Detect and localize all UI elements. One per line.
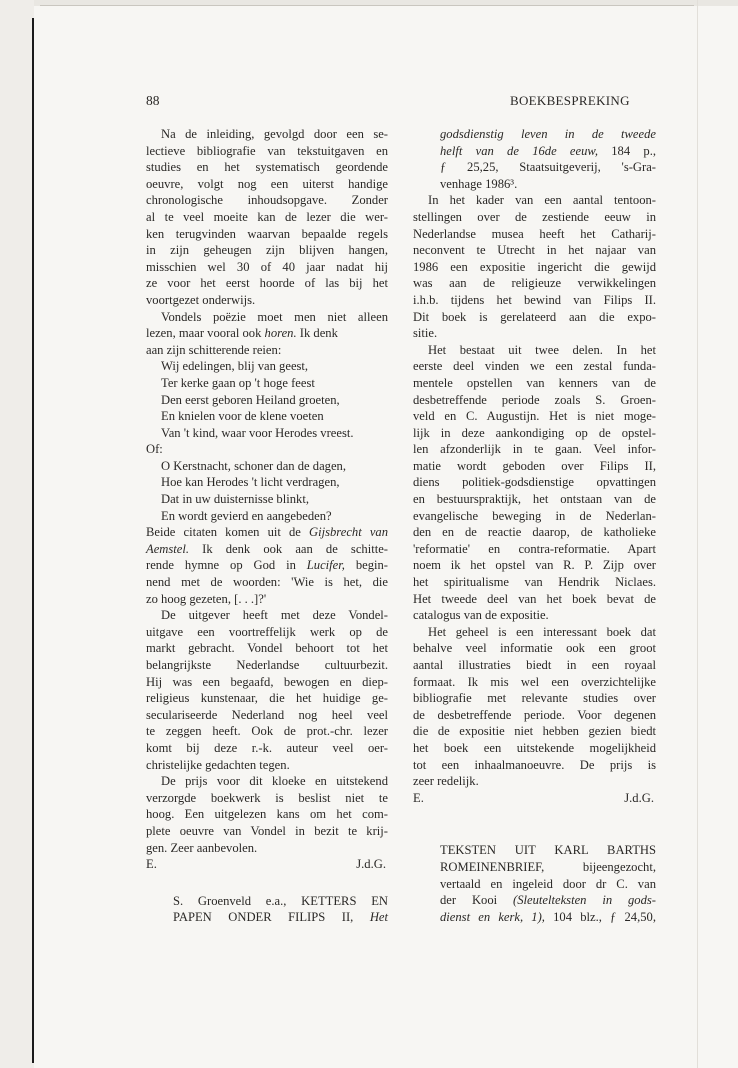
text-line: Of: xyxy=(146,442,163,457)
text-line: diens politiek-godsdienstige opvattingen xyxy=(413,475,656,490)
book-entry-line: ROMEINENBRIEF, bijeengezocht, xyxy=(440,859,656,874)
text-run: Beide citaten komen uit de xyxy=(146,525,309,540)
text-line: bibliografie met relevante studies over xyxy=(413,691,656,706)
text-line: zeer redelijk. xyxy=(413,774,479,789)
emphasis: dienst en kerk, 1), xyxy=(440,909,545,924)
text-line: den en de reactie daarop, de katholieke xyxy=(413,525,656,540)
spacer xyxy=(146,873,388,893)
signature-initial: E. xyxy=(413,790,424,805)
book-entry-line xyxy=(413,126,656,143)
text-line: die de expositie niet hebben gezien biedt xyxy=(413,724,656,739)
review-signature xyxy=(413,790,656,807)
emphasis: Lucifer, xyxy=(306,558,345,573)
text-line: 1986 een expositie ingericht die gewijd xyxy=(413,259,656,274)
emphasis: Aemstel. xyxy=(146,541,190,556)
emphasis: Gijsbrecht van xyxy=(309,525,389,540)
text-line: en bestuurspraktijk, het ontstaan van de xyxy=(413,492,656,507)
text-line: len afzonderlijk in te gaan. Veel infor- xyxy=(413,442,656,457)
text-line: de desbetreffende periode. Voor degenen xyxy=(413,707,656,722)
running-title: BOEKBESPREKING xyxy=(510,93,630,108)
book-entry-line: vertaald en ingeleid door dr C. van xyxy=(440,876,656,891)
verse-line: Van 't kind, waar voor Herodes vreest. xyxy=(161,425,354,440)
emphasis: godsdienstig leven in de tweede xyxy=(440,127,656,141)
text-line: lijk in deze aankondiging op de opstel- xyxy=(413,425,656,440)
text-run: lezen, maar vooral ook xyxy=(146,326,265,341)
text-line: neconvent te Utrecht in het najaar van xyxy=(413,243,656,258)
text-line: Hij was een begaafd, bewogen en diep- xyxy=(146,674,388,689)
verse-line: En knielen voor de klene voeten xyxy=(161,409,324,424)
text-line xyxy=(146,541,388,558)
text-line: uitgave een voortreffelijk werk op de xyxy=(146,624,388,639)
book-entry-line xyxy=(146,909,388,926)
verse-line: Dat in uw duisternisse blinkt, xyxy=(161,492,309,507)
text-line: Het tweede deel van het boek bevat de xyxy=(413,591,656,606)
text-line: noem ik het opstel van R. P. Zijp over xyxy=(413,558,656,573)
text-line: eerste deel vinden we een zestal funda- xyxy=(413,359,656,374)
text-line: 'reformatie' en contra-reformatie. Apart xyxy=(413,541,656,556)
text-run: Ik denk xyxy=(296,326,338,341)
text-line: oeuvre, volgt nog een uiterst handige xyxy=(146,176,388,191)
text-line: evangelische beweging in de Nederlan- xyxy=(413,508,656,523)
text-line xyxy=(146,557,388,574)
text-run: begin- xyxy=(344,558,388,573)
text-line: belangrijkste Nederlandse cultuurbezit. xyxy=(146,658,388,672)
text-line: formaat. Ik mis wel een overzichtelijke xyxy=(413,674,656,689)
text-line: in zijn geheugen zijn blijven hangen, xyxy=(146,243,388,258)
text-line: voortgezet onderwijs. xyxy=(146,292,256,307)
text-line: lectieve bibliografie van tekstuitgaven en xyxy=(146,143,388,158)
text-line: Vondels poëzie moet men niet alleen xyxy=(161,309,388,324)
text-line: sitie. xyxy=(413,326,438,341)
text-line: In het kader van een aantal tentoon- xyxy=(428,193,656,208)
book-entry-line xyxy=(413,143,656,160)
text-line: Het geheel is een interessant boek dat xyxy=(428,624,656,639)
verse-line: En wordt gevierd en aangebeden? xyxy=(161,508,332,523)
verse-line: O Kerstnacht, schoner dan de dagen, xyxy=(161,458,346,473)
text-line: catalogus van de expositie. xyxy=(413,608,549,623)
page-number: 88 xyxy=(146,93,160,108)
text-line: matie wordt geboden over Filips II, xyxy=(413,458,656,473)
text-run: rende hymne op God in xyxy=(146,558,307,573)
emphasis: helft van de 16de eeuw, xyxy=(440,143,599,158)
verse-line: Ter kerke gaan op 't hoge feest xyxy=(161,375,315,390)
text-line: i.h.b. tijdens het bewind van Filips II. xyxy=(413,292,656,307)
text-line: desbetreffende periode zoals S. Groen- xyxy=(413,392,656,407)
text-line: markt gebracht. Vondel behoort tot het xyxy=(146,641,388,656)
text-run: Ik denk ook aan de schitte- xyxy=(189,541,388,556)
text-line: tot een inhaalmanoeuvre. De prijs is xyxy=(413,757,656,772)
text-line xyxy=(146,325,388,342)
text-line: De uitgever heeft met deze Vondel- xyxy=(161,608,388,623)
spacer xyxy=(413,806,656,842)
text-line xyxy=(146,524,388,541)
text-line: ken terugvinden waarvan bepaalde regels xyxy=(146,226,388,241)
text-line: was aan de religieuze verwikkelingen xyxy=(413,276,656,291)
text-line: komt bij deze r.-k. auteur veel oer- xyxy=(146,740,388,755)
book-entry-line xyxy=(413,909,656,926)
text-line: christelijke gedachten tegen. xyxy=(146,757,290,772)
text-line: Dit boek is gerelateerd aan die expo- xyxy=(413,309,656,324)
text-line: te zeggen heeft. Ook de prot.-chr. lezer xyxy=(146,724,388,739)
text-line: misschien wel 30 of 40 jaar nadat hij xyxy=(146,259,388,274)
binding-line xyxy=(32,18,34,1063)
text-line: behalve veel informatie ook een groot xyxy=(413,641,656,656)
signature-author: J.d.G. xyxy=(624,790,654,805)
text-line: religieus kunstenaar, die het huidige ge- xyxy=(146,691,388,706)
verse-line: Hoe kan Herodes 't licht verdragen, xyxy=(161,475,340,490)
text-line: het spiritualisme van Hendrik Niclaes. xyxy=(413,575,656,590)
book-entry-line: ƒ 25,25, Staatsuitgeverij, 's-Gra- xyxy=(440,160,656,175)
book-entry-line: S. Groenveld e.a., KETTERS EN xyxy=(173,893,388,908)
scan-right-edge xyxy=(697,0,698,1068)
text-line: veld en C. Augustijn. Het is niet moge- xyxy=(413,409,656,424)
text-line: het boek een uitstekende mogelijkheid xyxy=(413,740,656,755)
text-line: al te veel moeite kan de lezer die wer- xyxy=(146,209,388,224)
text-line: studies en het systematisch geordende xyxy=(146,160,388,175)
text-line: chronologische inhoudsopgave. Zonder xyxy=(146,193,388,208)
text-line: stellingen over de zestiende eeuw in xyxy=(413,209,656,224)
book-entry-line: venhage 1986³. xyxy=(440,176,518,191)
right-column xyxy=(413,126,656,925)
verse-line: Wij edelingen, blij van geest, xyxy=(161,359,309,374)
verse-line: Den eerst geboren Heiland groeten, xyxy=(161,392,340,407)
text-line: aantal illustraties biedt in een royaal xyxy=(413,658,656,672)
text-line: Nederlandse musea heeft het Catharij- xyxy=(413,226,656,241)
text-line: gen. Zeer aanbevolen. xyxy=(146,840,258,855)
emphasis: (Sleutelteksten in gods- xyxy=(513,893,656,908)
text-run: PAPEN ONDER FILIPS II, xyxy=(173,910,370,925)
scan-left-margin xyxy=(0,0,34,1068)
top-rule xyxy=(40,5,694,6)
signature-initial: E. xyxy=(146,857,157,872)
text-line: ze voor het eerst hoorde of las bij het xyxy=(146,276,388,291)
text-line: zo hoog gezeten, [. . .]?' xyxy=(146,591,267,606)
text-line: De prijs voor dit kloeke en uitstekend xyxy=(161,774,388,789)
text-run: der Kooi xyxy=(440,893,514,908)
signature-author: J.d.G. xyxy=(356,857,386,872)
text-run: 184 p., xyxy=(598,143,656,158)
text-line: mentele opstellen van kenners van de xyxy=(413,375,656,390)
review-signature xyxy=(146,856,388,873)
text-line: nend met de woorden: 'Wie is het, die xyxy=(146,575,388,590)
book-entry-line: TEKSTEN UIT KARL BARTHS xyxy=(440,843,656,858)
emphasis: horen. xyxy=(264,326,297,341)
text-line: Het bestaat uit twee delen. In het xyxy=(428,342,656,357)
text-line: aan zijn schitterende reien: xyxy=(146,342,282,357)
emphasis: Het xyxy=(369,910,388,925)
text-line: plete oeuvre van Vondel in bezit te krij- xyxy=(146,823,388,838)
text-line: verzorgde boekwerk is beslist niet te xyxy=(146,790,388,805)
left-column xyxy=(146,126,388,926)
text-line: hoog. Een uitgelezen kans om het com- xyxy=(146,807,388,822)
text-line: seculariseerde Nederland nog heel veel xyxy=(146,707,388,722)
text-run: 104 blz., ƒ 24,50, xyxy=(544,909,656,924)
text-line: Na de inleiding, gevolgd door een se- xyxy=(161,127,388,141)
book-entry-line xyxy=(413,892,656,909)
